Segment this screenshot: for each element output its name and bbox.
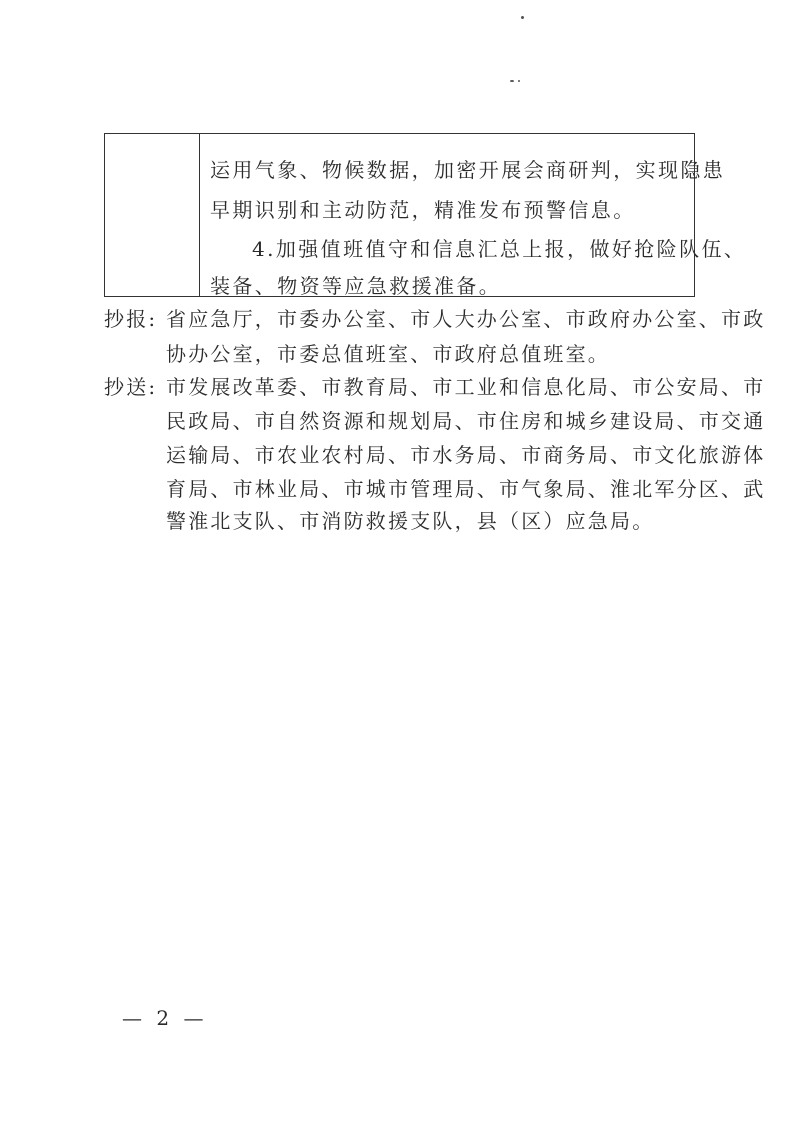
table-text-line: 早期识别和主动防范，精准发布预警信息。 — [210, 198, 636, 222]
copy-to-label: 抄送: — [104, 375, 158, 399]
table-right-cell — [200, 134, 747, 298]
copy-to-line: 育局、市林业局、市城市管理局、市气象局、淮北军分区、武 — [166, 477, 766, 501]
report-to-label: 抄报: — [104, 307, 158, 331]
table-text-line: 4.加强值班值守和信息汇总上报，做好抢险队伍、 — [252, 237, 747, 261]
copy-to-line: 运输局、市农业农村局、市水务局、市商务局、市文化旅游体 — [166, 443, 766, 467]
report-to-line: 协办公室，市委总值班室、市政府总值班室。 — [166, 342, 610, 366]
scan-speck — [510, 80, 514, 82]
scan-speck — [521, 16, 524, 19]
copy-to-line: 警淮北支队、市消防救援支队，县（区）应急局。 — [166, 509, 655, 533]
scan-speck — [518, 80, 520, 82]
table-left-cell — [105, 134, 200, 296]
measures-table — [104, 133, 747, 298]
report-to-line: 省应急厅，市委办公室、市人大办公室、市政府办公室、市政 — [166, 307, 766, 331]
copy-to-line: 市发展改革委、市教育局、市工业和信息化局、市公安局、市 — [166, 375, 766, 399]
copy-to-line: 民政局、市自然资源和规划局、市住房和城乡建设局、市交通 — [166, 409, 766, 433]
table-text-line: 装备、物资等应急救援准备。 — [210, 274, 502, 298]
page-number: — 2 — — [122, 1006, 208, 1030]
table-text-line: 运用气象、物候数据，加密开展会商研判，实现隐患 — [210, 158, 726, 182]
